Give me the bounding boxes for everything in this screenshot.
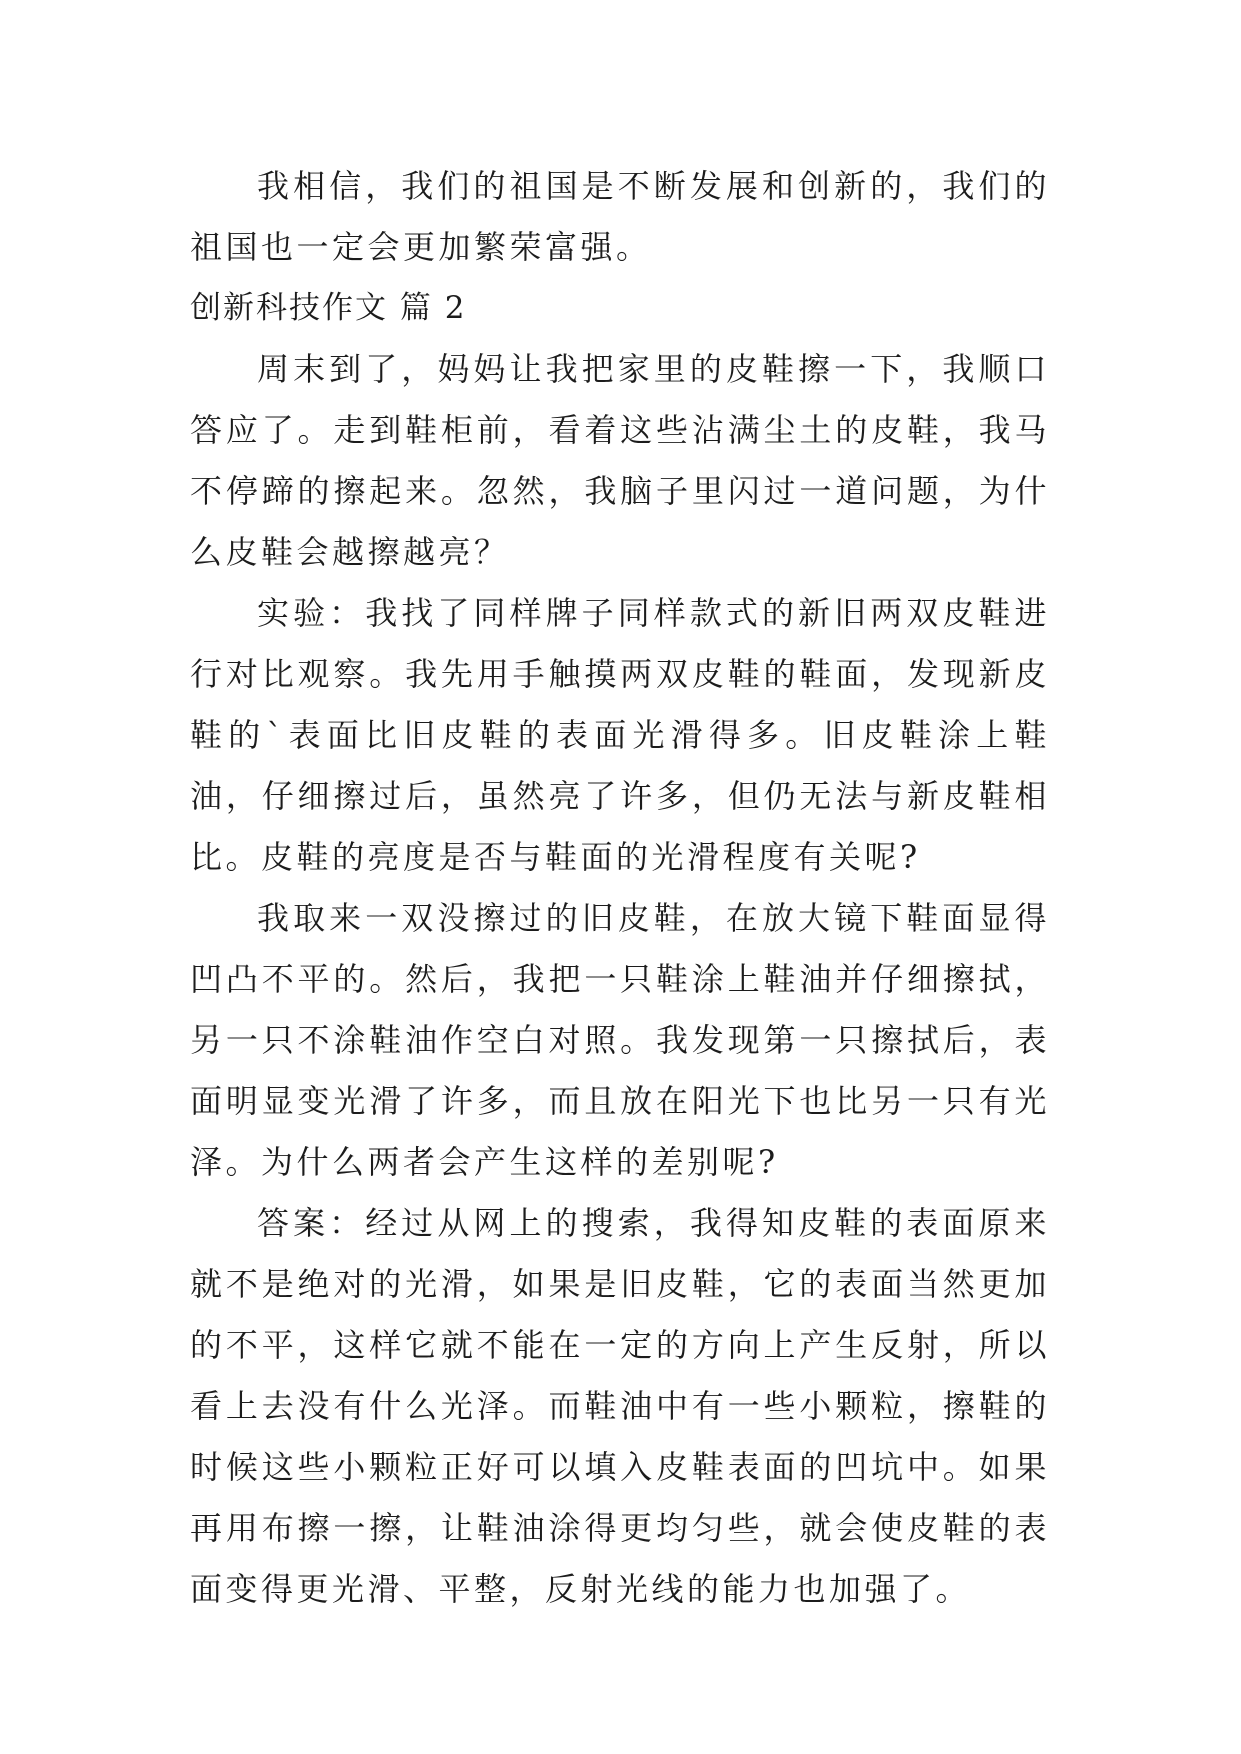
paragraph-conclusion: 我相信，我们的祖国是不断发展和创新的，我们的祖国也一定会更加繁荣富强。 [190,167,1050,266]
section-heading: 创新科技作文 篇 2 [190,290,467,326]
paragraph-experiment: 实验：我找了同样牌子同样款式的新旧两双皮鞋进行对比观察。我先用手触摸两双皮鞋的鞋面，发现新皮鞋的`表面比旧皮鞋的表面光滑得多。旧皮鞋涂上鞋油，仔细擦过后，虽然亮了许多，但仍无法与新皮鞋相比。皮鞋的亮度是否与鞋面的光滑程度有关呢? [190,594,1050,876]
paragraph-observation: 我取来一双没擦过的旧皮鞋，在放大镜下鞋面显得凹凸不平的。然后，我把一只鞋涂上鞋油并仔细擦拭，另一只不涂鞋油作空白对照。我发现第一只擦拭后，表面明显变光滑了许多，而且放在阳光下也比另一只有光泽。为什么两者会产生这样的差别呢? [190,899,1050,1181]
paragraph-answer: 答案：经过从网上的搜索，我得知皮鞋的表面原来就不是绝对的光滑，如果是旧皮鞋，它的表面当然更加的不平，这样它就不能在一定的方向上产生反射，所以看上去没有什么光泽。而鞋油中有一些小颗粒，擦鞋的时候这些小颗粒正好可以填入皮鞋表面的凹坑中。如果再用布擦一擦，让鞋油涂得更均匀些，就会使皮鞋的表面变得更光滑、平整，反射光线的能力也加强了。 [190,1204,1050,1608]
document-body [190,156,1050,1620]
paragraph-intro: 周末到了，妈妈让我把家里的皮鞋擦一下，我顺口答应了。走到鞋柜前，看着这些沾满尘土的皮鞋，我马不停蹄的擦起来。忽然，我脑子里闪过一道问题，为什么皮鞋会越擦越亮？ [190,350,1050,571]
